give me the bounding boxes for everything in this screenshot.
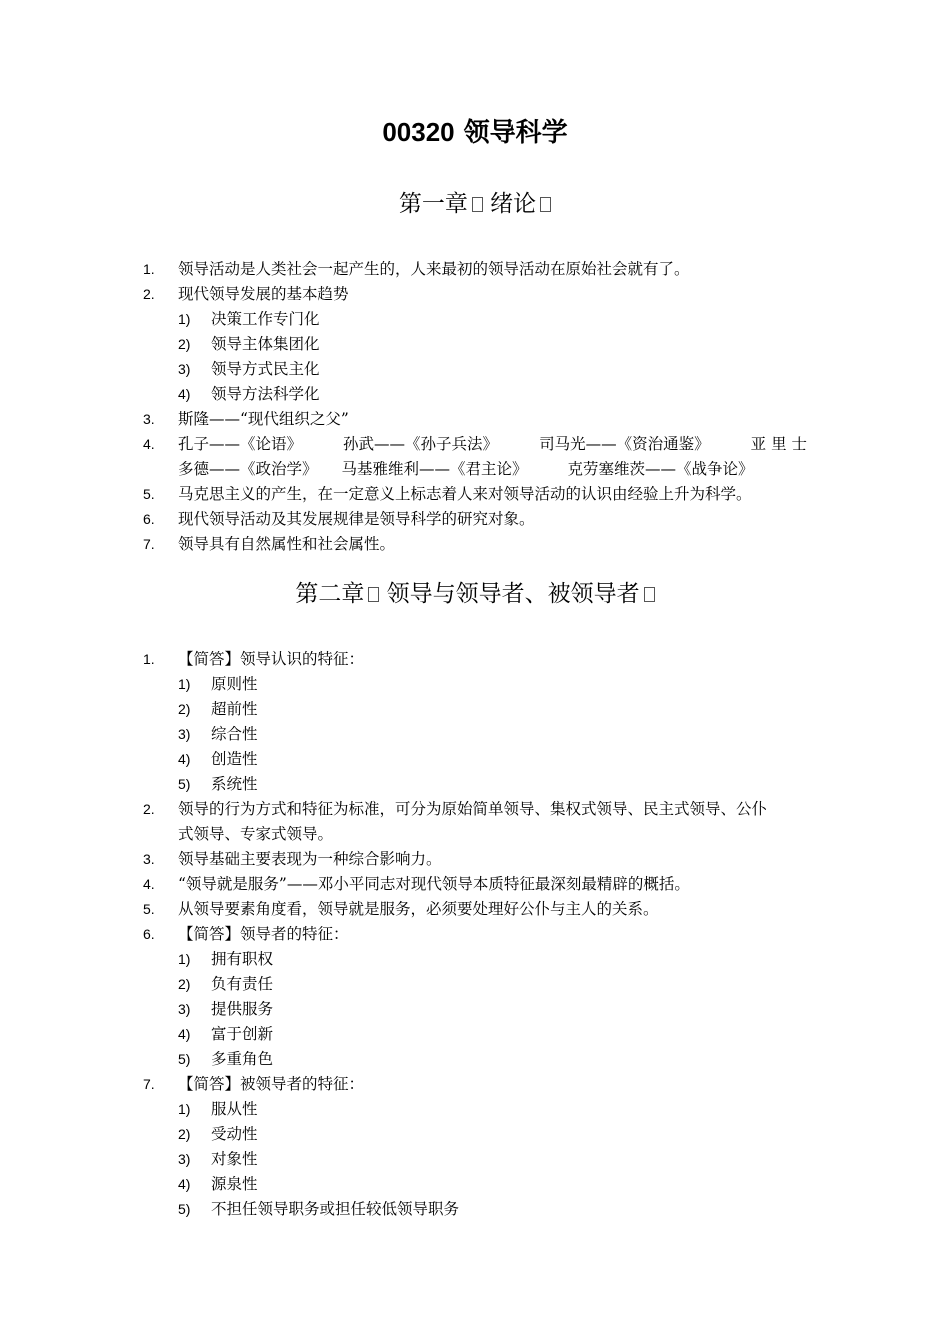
chapter-1-heading: 第一章 绪论	[0, 186, 950, 222]
course-name: 领导科学	[454, 118, 568, 148]
document-title	[0, 112, 950, 153]
missing-glyph-box	[472, 197, 483, 212]
course-code: 00320	[382, 117, 455, 147]
document-page: 00320 领导科学 第一章 绪论 1. 领导活动是人类社会一起产生的，人来最初的领导活动在原始社会就有了。 2. 现代领导发展的基本趋势 1) 决策工作专门化 2) 领导主体集团化 3) 领导方式民主化 4) 领导方法科学化 3. 斯隆——“现代组织之父” 4. 孔子——《论语》 孙武——《孙子兵法》 司马光——《资治通鉴》 亚 里 士 多德——《政治学》 马基雅维利——《君主论》 克劳塞维茨——《战争论》 5. 马克思主义的产生，在一定意义上标志着人来对领导活动的认识由经验上升为科学。 6. 现代领导活动及其发展规律是领导科学的研究对象。 7. 领导具有自然属性和社会属性。 第二章 领导与领导者、被领导者 1. 【简答】领导认识的特征： 1) 原则性 2) 超前性 3) 综合性 4) 创造性 5) 系统性 2. 领导的行为方式和特征为标准，可分为原始简单领导、集权式领导、民主式领导、公仆 式领导、专家式领导。 3. 领导基础主要表现为一种综合影响力。 4. “领导就是服务”——邓小平同志对现代领导本质特征最深刻最精辟的概括。 5. 从领导要素角度看，领导就是服务，必须要处理好公仆与主人的关系。 6. 【简答】领导者的特征： 1) 拥有职权 2) 负有责任 3) 提供服务 4) 富于创新 5) 多重角色 7. 【简答】被领导者的特征： 1) 服从性 2) 受动性 3) 对象性 4) 源泉性 5) 不担任领导职务或担任较低领导职务	[0, 0, 950, 1344]
missing-glyph-box	[644, 587, 655, 602]
list-item: 4. 孔子——《论语》 孙武——《孙子兵法》 司马光——《资治通鉴》 亚 里 士 多德——《政治学》 马基雅维利——《君主论》 克劳塞维茨——《战争论》	[143, 435, 807, 478]
list-item: 2. 领导的行为方式和特征为标准，可分为原始简单领导、集权式领导、民主式领导、公仆 式领导、专家式领导。	[143, 800, 768, 843]
chapter-2-heading: 第二章 领导与领导者、被领导者	[0, 576, 950, 612]
missing-glyph-box	[368, 587, 379, 602]
missing-glyph-box	[540, 197, 551, 212]
